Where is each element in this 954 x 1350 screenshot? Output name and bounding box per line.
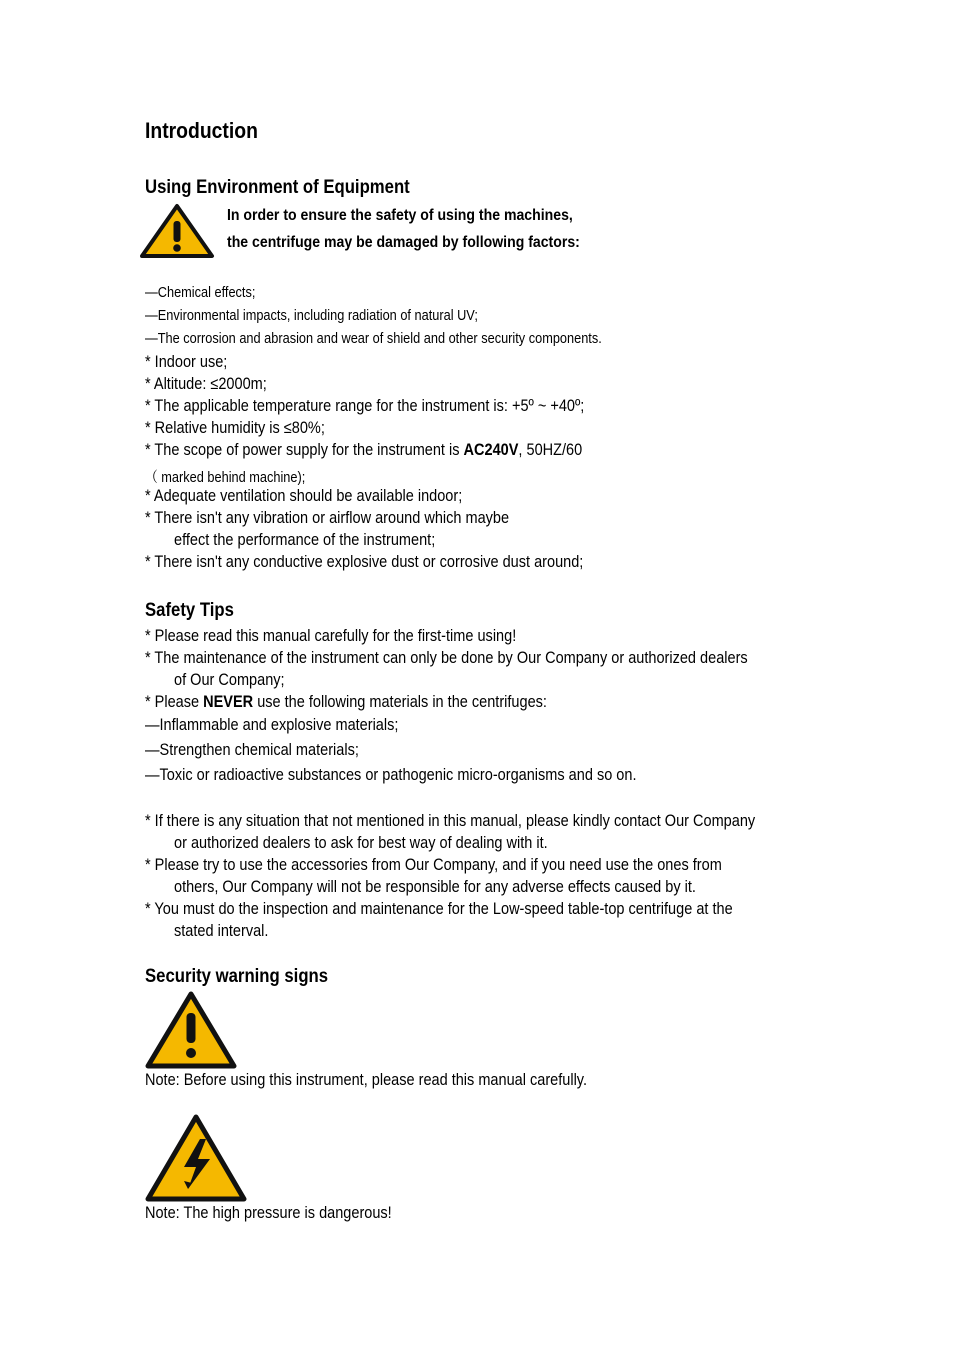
safety-bullet: * Please read this manual carefully for the first-time using!: [145, 627, 517, 645]
env-dash-item: —Environmental impacts, including radiation of natural UV;: [145, 308, 478, 324]
env-bullet: * Adequate ventilation should be available indoor;: [145, 487, 463, 505]
safety-bullet-continuation: or authorized dealers to ask for best way of dealing with it.: [174, 834, 548, 852]
high-voltage-icon: [144, 1113, 248, 1203]
signs-heading: Security warning signs: [145, 966, 329, 987]
page-title: Introduction: [145, 118, 258, 143]
power-note: （ marked behind machine);: [145, 470, 306, 486]
safety-bullet-never: [145, 691, 547, 713]
env-bullet-continuation: effect the performance of the instrument;: [174, 531, 436, 549]
safety-bullet-continuation: others, Our Company will not be responsible for any adverse effects caused by it.: [174, 878, 696, 896]
safety-bullet: * The maintenance of the instrument can only be done by Our Company or authorized dealers: [145, 649, 748, 667]
env-bullet: * Altitude: ≤2000m;: [145, 375, 267, 393]
warning-exclamation-icon: [144, 990, 238, 1070]
env-heading: Using Environment of Equipment: [145, 177, 410, 198]
sign-note: Note: Before using this instrument, please read this manual carefully.: [145, 1071, 588, 1089]
env-bullet-power: [145, 439, 582, 461]
safety-bullet: * You must do the inspection and maintenance for the Low-speed table-top centrifuge at the: [145, 900, 733, 918]
power-voltage: AC240V: [463, 441, 519, 459]
env-bullet: * Indoor use;: [145, 353, 228, 371]
safety-heading: Safety Tips: [145, 600, 234, 621]
warning-exclamation-icon: [139, 203, 215, 259]
power-text: * The scope of power supply for the instrument is: [145, 441, 464, 459]
env-dash-item: —The corrosion and abrasion and wear of shield and other security components.: [145, 331, 602, 347]
env-bullet: * Relative humidity is ≤80%;: [145, 419, 325, 437]
env-bullet: * There isn't any vibration or airflow around which maybe: [145, 509, 510, 527]
power-frequency: , 50HZ/60: [518, 441, 583, 459]
safety-bullet-continuation: stated interval.: [174, 922, 269, 940]
forbidden-material: —Toxic or radioactive substances or pathogenic micro-organisms and so on.: [145, 766, 637, 784]
never-post: use the following materials in the centrifuges:: [253, 693, 547, 711]
safety-bullet: * If there is any situation that not mentioned in this manual, please kindly contact Our Company: [145, 812, 756, 830]
never-pre: * Please: [145, 693, 204, 711]
env-bullet: * The applicable temperature range for the instrument is: +5º ~ +40º;: [145, 397, 585, 415]
env-dash-item: —Chemical effects;: [145, 285, 256, 301]
env-intro-line1: In order to ensure the safety of using the machines,: [227, 207, 573, 224]
env-bullet: * There isn't any conductive explosive dust or corrosive dust around;: [145, 553, 584, 571]
never-emphasis: NEVER: [203, 693, 254, 711]
safety-bullet-continuation: of Our Company;: [174, 671, 285, 689]
env-intro-line2: the centrifuge may be damaged by following factors:: [227, 234, 580, 251]
safety-bullet: * Please try to use the accessories from Our Company, and if you need use the ones from: [145, 856, 722, 874]
forbidden-material: —Inflammable and explosive materials;: [145, 716, 399, 734]
sign-note: Note: The high pressure is dangerous!: [145, 1204, 392, 1222]
forbidden-material: —Strengthen chemical materials;: [145, 741, 359, 759]
